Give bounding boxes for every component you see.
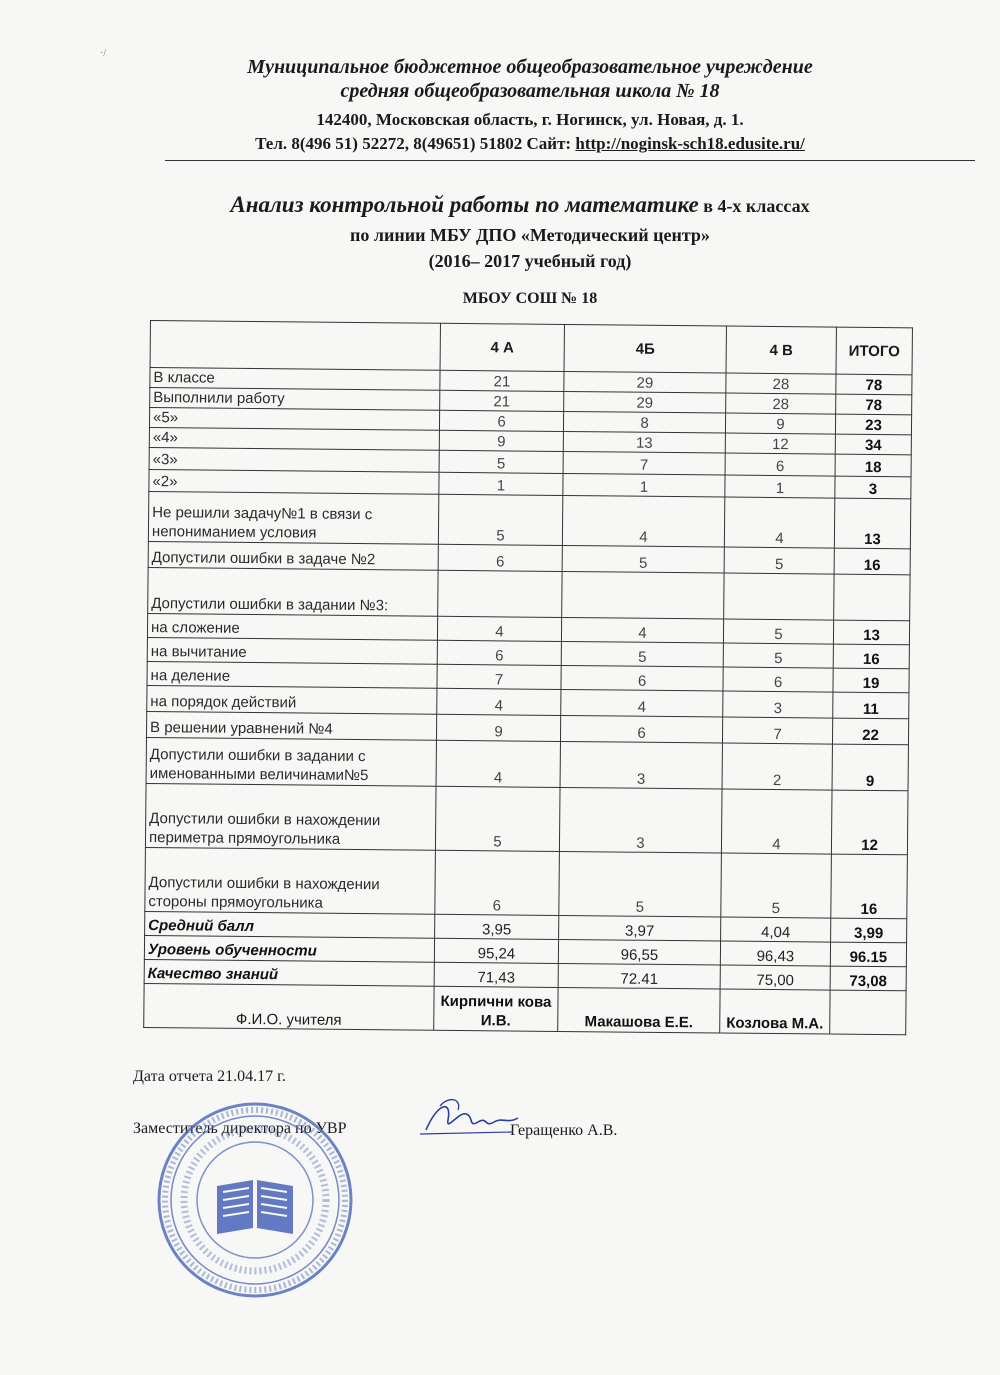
handwritten-signature (418, 1092, 528, 1142)
teacher-empty (830, 990, 906, 1035)
cell-value: 8 (563, 411, 725, 433)
teacher-name: Козлова М.А. (720, 989, 830, 1034)
row-label: Допустили ошибки в задании №3: (148, 567, 438, 616)
cell-value: 5 (724, 547, 834, 574)
cell-total: 16 (834, 548, 910, 575)
cell-total: 34 (835, 434, 911, 455)
cell-value: 5 (559, 851, 722, 917)
cell-value (562, 571, 724, 619)
table-row (146, 737, 908, 790)
cell-value: 5 (723, 643, 833, 668)
row-label: Не решили задачу№1 в связи с непониманием условия (148, 491, 438, 544)
doc-title-italic: Анализ контрольной работы по математике (230, 192, 699, 217)
cell-total: 12 (831, 790, 908, 855)
cell-total: 3 (835, 476, 911, 499)
summary-total: 3,99 (831, 918, 907, 943)
row-label: В классе (150, 368, 440, 391)
summary-total: 96.15 (830, 942, 906, 967)
cell-value: 9 (725, 413, 835, 434)
cell-total: 23 (835, 414, 911, 435)
col-header: 4Б (564, 324, 726, 373)
cell-value: 28 (726, 373, 836, 394)
cell-total: 9 (832, 744, 908, 791)
doc-subtitle: по линии МБУ ДПО «Методический центр» (350, 225, 710, 245)
summary-value: 96,43 (720, 941, 830, 966)
row-label: на порядок действий (147, 685, 437, 714)
cell-value: 4 (562, 495, 724, 547)
cell-value: 6 (725, 453, 835, 476)
cell-value: 2 (722, 743, 832, 790)
row-label: В решении уравнений №4 (146, 711, 436, 740)
header-label-cell (150, 321, 440, 371)
summary-value: 96,55 (558, 939, 720, 965)
cell-value: 29 (564, 371, 726, 393)
teacher-name: Макашова Е.Е. (558, 987, 720, 1033)
cell-value: 6 (561, 665, 723, 691)
row-label: на сложение (147, 613, 437, 640)
cell-value: 7 (563, 451, 725, 475)
cell-value: 21 (440, 390, 564, 411)
cell-value: 28 (726, 393, 836, 414)
cell-value: 9 (439, 430, 563, 451)
summary-value: 3,95 (435, 914, 559, 939)
row-label: Допустили ошибки в нахождении периметра прямоугольника (145, 783, 436, 850)
row-label: Допустили ошибки в нахождении стороны прямоугольника (145, 847, 436, 914)
cell-value: 7 (437, 664, 561, 689)
row-label: «3» (149, 447, 439, 472)
summary-label: Уровень обученности (144, 935, 434, 962)
org-site-link[interactable]: http://noginsk-sch18.edusite.ru/ (575, 134, 805, 153)
table-row (145, 847, 908, 918)
cell-total: 78 (836, 374, 912, 395)
col-header: 4 В (726, 326, 836, 374)
org-contacts (80, 134, 980, 154)
cell-value: 4 (721, 789, 832, 854)
summary-label: Качество знаний (144, 959, 434, 986)
cell-value: 21 (440, 370, 564, 391)
cell-value: 3 (559, 787, 722, 853)
summary-value: 3,97 (559, 915, 721, 941)
col-header: 4 А (440, 323, 564, 371)
table-header-row (150, 321, 912, 375)
row-label: Допустили ошибки в задаче №2 (148, 541, 438, 570)
cell-value: 5 (723, 619, 833, 644)
cell-value: 4 (561, 617, 723, 643)
row-label: «2» (149, 469, 439, 494)
cell-total: 13 (834, 498, 910, 549)
deputy-name: Геращенко А.В. (510, 1122, 618, 1139)
cell-value: 4 (437, 616, 561, 641)
cell-value: 5 (435, 786, 560, 851)
org-phone: Тел. 8(496 51) 52272, 8(49651) 51802 Сайт: (255, 134, 576, 153)
cell-value: 13 (563, 431, 725, 453)
school-name: МБОУ СОШ № 18 (462, 290, 598, 307)
table-row (145, 783, 908, 854)
cell-value: 7 (722, 717, 832, 744)
cell-value: 4 (436, 740, 560, 787)
cell-total: 16 (831, 854, 908, 919)
org-address: 142400, Московская область, г. Ногинск, ул. Новая, д. 1. (316, 110, 744, 129)
row-label: на вычитание (147, 637, 437, 664)
teacher-label: Ф.И.О. учителя (144, 983, 434, 1030)
cell-value (438, 570, 562, 617)
row-label: «5» (149, 408, 439, 431)
cell-value: 5 (438, 494, 562, 545)
summary-value: 72.41 (558, 963, 720, 989)
doc-title (60, 192, 980, 218)
table-row (148, 491, 910, 548)
row-label: «4» (149, 427, 439, 450)
cell-value: 6 (723, 667, 833, 692)
cell-value: 1 (439, 472, 563, 495)
teacher-row (144, 983, 906, 1034)
cell-total: 18 (835, 454, 911, 477)
cell-value: 4 (437, 688, 561, 715)
cell-value: 3 (723, 691, 833, 718)
cell-value: 6 (560, 715, 722, 743)
table-row (148, 567, 910, 620)
row-label: Допустили ошибки в задании с именованными величинами№5 (146, 737, 436, 786)
row-label: Выполнили работу (150, 388, 440, 411)
cell-total: 78 (836, 394, 912, 415)
summary-value: 71,43 (434, 962, 558, 987)
cell-value: 6 (435, 850, 560, 915)
cell-value: 12 (725, 433, 835, 454)
results-table (143, 320, 913, 1035)
school-seal (155, 1100, 355, 1300)
cell-total: 13 (833, 620, 909, 645)
cell-value: 6 (439, 410, 563, 431)
cell-value: 3 (560, 741, 722, 789)
summary-label: Средний балл (145, 911, 435, 938)
cell-value: 5 (562, 545, 724, 573)
summary-total: 73,08 (830, 966, 906, 991)
cell-value: 1 (725, 475, 835, 498)
cell-total: 11 (833, 692, 909, 719)
cell-value: 6 (438, 544, 562, 571)
report-date: Дата отчета 21.04.17 г. (133, 1068, 286, 1085)
cell-total: 19 (833, 668, 909, 693)
row-label: на деление (147, 661, 437, 688)
cell-value (724, 573, 834, 620)
doc-title-rest: в 4-х классах (698, 196, 810, 216)
cell-value: 4 (561, 689, 723, 717)
cell-total: 16 (833, 644, 909, 669)
teacher-name: Кирпични кова И.В. (434, 986, 558, 1031)
cell-total: 22 (832, 718, 908, 745)
summary-value: 75,00 (720, 965, 830, 990)
book-icon (217, 1180, 293, 1234)
col-header: ИТОГО (836, 327, 912, 375)
org-name-line1: Муниципальное бюджетное общеобразовательное учреждение (247, 56, 813, 78)
cell-value: 1 (563, 473, 725, 497)
cell-value: 4 (724, 497, 834, 548)
cell-value: 29 (564, 391, 726, 413)
cell-value: 9 (436, 714, 560, 741)
cell-value: 5 (561, 641, 723, 667)
header-divider (165, 160, 975, 161)
cell-value: 5 (439, 450, 563, 473)
summary-value: 4,04 (721, 917, 831, 942)
org-name-line2: средняя общеобразовательная школа № 18 (340, 80, 720, 102)
scan-mark: ·/ (100, 48, 107, 59)
cell-value: 6 (437, 640, 561, 665)
cell-total (834, 574, 910, 621)
summary-value: 95,24 (434, 938, 558, 963)
deputy-title: Заместитель директора по УВР (133, 1120, 347, 1137)
doc-year: (2016– 2017 учебный год) (428, 251, 632, 271)
cell-value: 5 (721, 853, 832, 918)
